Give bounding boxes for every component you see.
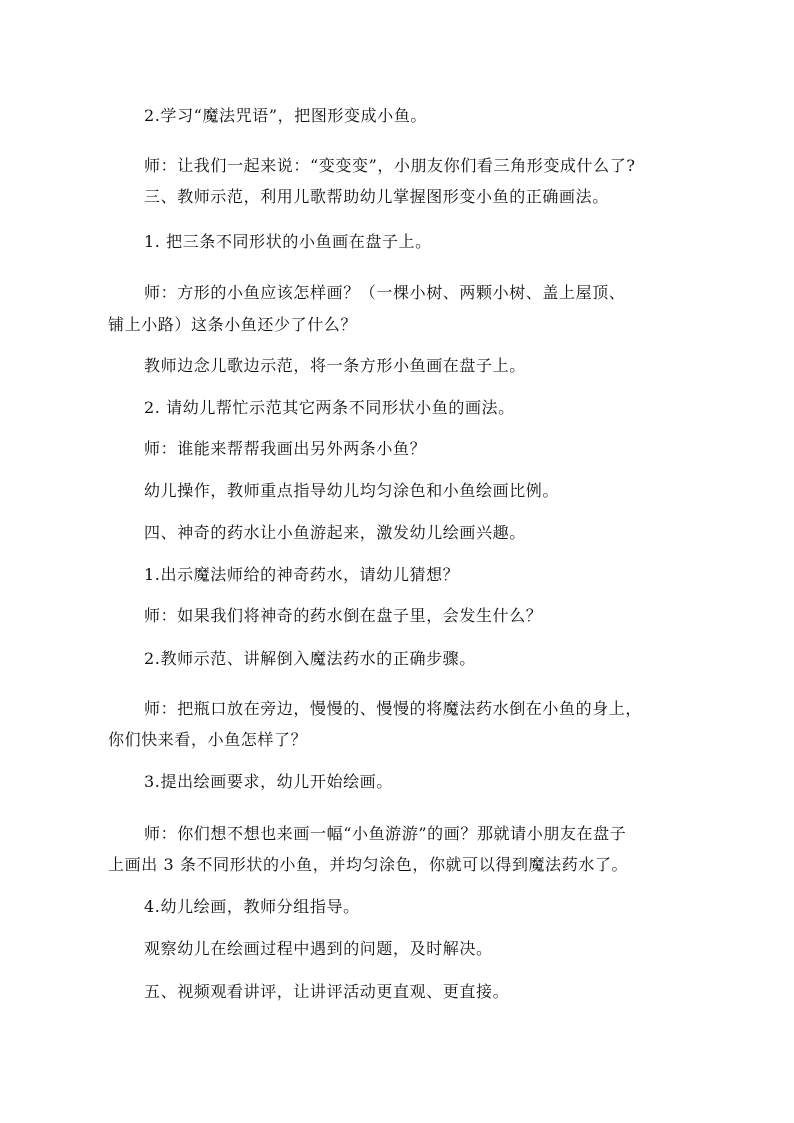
paragraph-9: 幼儿操作，教师重点指导幼儿均匀涂色和小鱼绘画比例。 <box>144 481 560 500</box>
paragraph-13: 2.教师示范、讲解倒入魔法药水的正确步骤。 <box>144 649 476 668</box>
paragraph-3: 三、教师示范，利用儿歌帮助幼儿掌握图形变小鱼的正确画法。 <box>144 187 609 206</box>
paragraph-15: 3.提出绘画要求，幼儿开始绘画。 <box>144 772 393 791</box>
paragraph-5-continued: 铺上小路）这条小鱼还少了什么？ <box>108 315 358 334</box>
paragraph-4: 1. 把三条不同形状的小鱼画在盘子上。 <box>144 232 432 251</box>
paragraph-14: 师：把瓶口放在旁边，慢慢的、慢慢的将魔法药水倒在小鱼的身上， <box>144 699 643 718</box>
paragraph-6: 教师边念儿歌边示范，将一条方形小鱼画在盘子上。 <box>144 356 526 375</box>
paragraph-1: 2.学习“魔法咒语”，把图形变成小鱼。 <box>144 106 428 125</box>
paragraph-17: 4.幼儿绘画，教师分组指导。 <box>144 897 360 916</box>
paragraph-16: 师：你们想不想也来画一幅“小鱼游游”的画？那就请小朋友在盘子 <box>144 824 627 843</box>
paragraph-8: 师：谁能来帮帮我画出另外两条小鱼？ <box>144 439 427 458</box>
paragraph-19: 五、视频观看讲评，让讲评活动更直观、更直接。 <box>144 982 510 1001</box>
paragraph-5: 师：方形的小鱼应该怎样画？（一棵小树、两颗小树、盖上屋顶、 <box>144 283 626 302</box>
paragraph-18: 观察幼儿在绘画过程中遇到的问题，及时解决。 <box>144 939 493 958</box>
paragraph-2: 师：让我们一起来说：“变变变”，小朋友你们看三角形变成什么了? <box>144 156 636 175</box>
paragraph-7: 2. 请幼儿帮忙示范其它两条不同形状小鱼的画法。 <box>144 398 515 417</box>
paragraph-12: 师：如果我们将神奇的药水倒在盘子里，会发生什么？ <box>144 606 543 625</box>
paragraph-11: 1.出示魔法师给的神奇药水，请幼儿猜想？ <box>144 565 460 584</box>
paragraph-10: 四、神奇的药水让小鱼游起来，激发幼儿绘画兴趣。 <box>144 523 526 542</box>
paragraph-14-continued: 你们快来看，小鱼怎样了？ <box>108 730 308 749</box>
paragraph-16-continued: 上画出 3 条不同形状的小鱼，并均匀涂色，你就可以得到魔法药水了。 <box>108 855 629 874</box>
